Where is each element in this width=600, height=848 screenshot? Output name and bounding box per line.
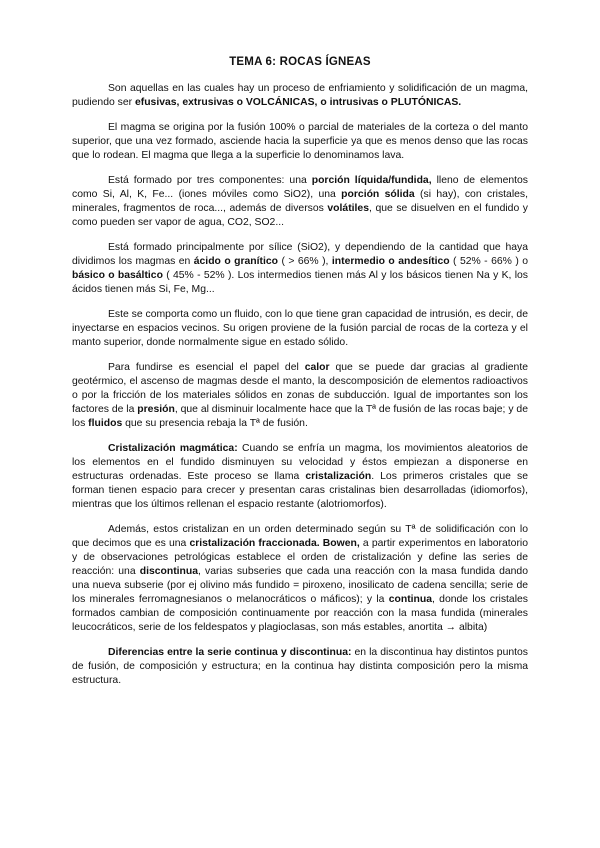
text-run: El magma se origina por la fusión 100% o parcial de materiales de la corteza o del manto superior, que una vez formado, asciende hacia la superficie ya que es menos denso que las rocas que lo rodean. El magma que llega a la superficie lo denominamos lava.	[72, 122, 528, 161]
text-run: , que al disminuir localmente hace que la Tª de fusión de las rocas baje; y de los	[72, 404, 528, 429]
text-run: , varias subseries que cada una reacción con la masa fundida dando una nueva subserie (por ej olivino más fundido = piroxeno, inosilicato de cadena sencilla; serie de los minerales ferromagnesianos o melanocráticos o máficos); y la	[72, 566, 528, 605]
paragraph	[72, 82, 528, 110]
text-run: , donde los cristales formados cambian de composición continuamente por reacción con la masa fundida (minerales leucocráticos, serie de los feldespatos y plagioclasas, son más estables, anortita → albita)	[72, 594, 528, 633]
paragraph	[72, 121, 528, 163]
page-title: TEMA 6: ROCAS ÍGNEAS	[229, 56, 371, 68]
bold-text: volátiles	[327, 203, 369, 214]
bold-text: efusivas, extrusivas o VOLCÁNICAS, o intrusivas o PLUTÓNICAS.	[134, 97, 462, 108]
bold-text: discontinua	[139, 566, 199, 577]
bold-text: Cristalización magmática:	[108, 443, 238, 454]
paragraph	[72, 174, 528, 230]
bold-text: fluidos	[88, 418, 123, 429]
bold-text: ácido o granítico	[193, 256, 278, 267]
paragraph	[72, 646, 528, 688]
paragraph	[72, 361, 528, 431]
bold-text: intermedio o andesítico	[331, 256, 450, 267]
text-run: Este se comporta como un fluido, con lo que tiene gran capacidad de intrusión, es decir, de inyectarse en espacios vecinos. Su origen proviene de la fusión parcial de rocas de la corteza y el manto superior, donde normalmente sigue en estado sólido.	[72, 309, 528, 348]
bold-text: cristalización fraccionada. Bowen,	[189, 538, 360, 549]
paragraph	[72, 442, 528, 512]
bold-text: porción líquida/fundida,	[311, 175, 432, 186]
text-run: Está formado principalmente por sílice (SiO2), y dependiendo de la cantidad que haya dividimos los magmas en	[72, 242, 528, 267]
text-run: Son aquellas en las cuales hay un proceso de enfriamiento y solidificación de un magma, pudiendo ser	[72, 83, 528, 108]
text-run: Para fundirse es esencial el papel del	[108, 362, 305, 373]
bold-text: cristalización	[305, 471, 372, 482]
bold-text: presión	[137, 404, 175, 415]
bold-text: porción sólida	[341, 189, 415, 200]
text-run: que se puede dar gracias al gradiente geotérmico, el ascenso de magmas desde el manto, la descomposición de elementos radioactivos o por la fricción de los materiales sólidos en zonas de subducción. Igual de importantes son los factores de la	[72, 362, 528, 415]
bold-text: básico o basáltico	[72, 270, 163, 281]
paragraph	[72, 523, 528, 635]
text-run: lleno de elementos como Si, Al, K, Fe... (iones móviles como SiO2), una	[72, 175, 528, 200]
text-run: , que se disuelven en el fundido y como pueden ser vapor de agua, CO2, SO2...	[72, 203, 528, 228]
bold-text: calor	[304, 362, 330, 373]
text-run: ( 45% - 52% ). Los intermedios tienen más Al y los básicos tienen Na y K, los ácidos tienen más Si, Fe, Mg...	[72, 270, 528, 295]
paragraph	[72, 308, 528, 350]
text-run: que su presencia rebaja la Tª de fusión.	[122, 418, 308, 429]
text-run: ( > 66% ),	[278, 256, 332, 267]
bold-text: continua	[388, 594, 433, 605]
paragraph	[72, 241, 528, 297]
text-run: ( 52% - 66% ) o	[449, 256, 528, 267]
bold-text: Diferencias entre la serie continua y discontinua:	[108, 647, 352, 658]
text-run: Cuando se enfría un magma, los movimientos aleatorios de los elementos en el fundido disminuyen su velocidad y éstos empiezan a disponerse en estructuras ordenadas. Este proceso se llama	[72, 443, 528, 482]
document-body	[72, 82, 528, 688]
text-run: Está formado por tres componentes: una	[108, 175, 312, 186]
text-run: en la discontinua hay distintos puntos de fusión, de composición y estructura; en la continua hay distinta composición pero la misma estructura.	[72, 647, 528, 686]
text-run: (si hay), con cristales, minerales, fragmentos de roca..., además de diversos	[72, 189, 528, 214]
text-run: a partir experimentos en laboratorio y de observaciones petrológicas establece el orden de cristalización y define las series de reacción: una	[72, 538, 528, 577]
text-run: . Los primeros cristales que se forman tienen espacio para crecer y presentan caras cristalinas bien desarrolladas (idiomorfos), mientras que los últimos rellenan el espacio restante (alotriomorfos).	[72, 471, 528, 510]
text-run: Además, estos cristalizan en un orden determinado según su Tª de solidificación con lo que decimos que es una	[72, 524, 528, 549]
